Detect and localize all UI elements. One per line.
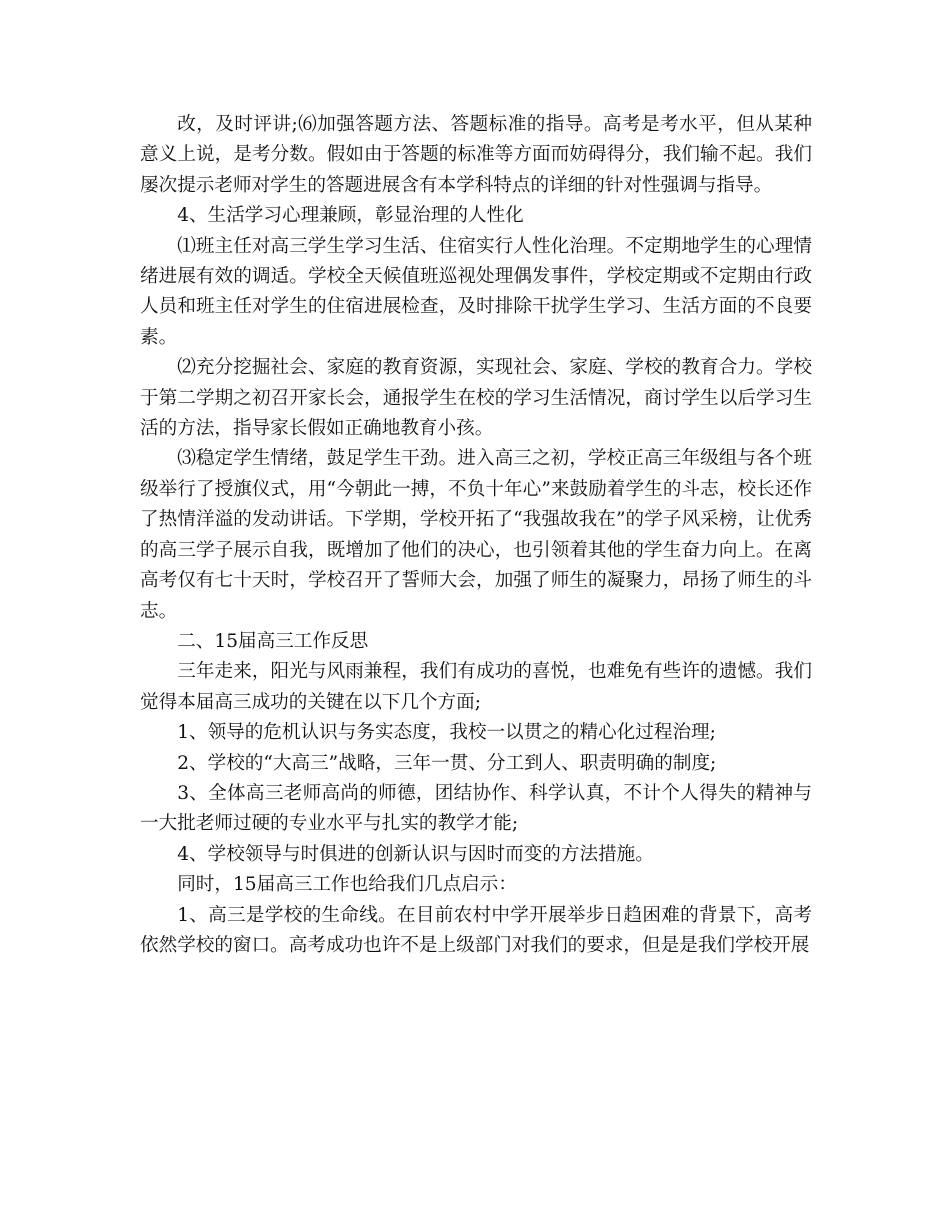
paragraph-item-1: ⑴班主任对高三学生学习生活、住宿实行人性化治理。不定期地学生的心理情绪进展有效的调适。学校全天候值班巡视处理偶发事件，学校定期或不定期由行政人员和班主任对学生的住宿进展检查，及时排除干扰学生学习、生活方面的不良要素。 xyxy=(140,235,812,348)
list-item-1: 1、领导的危机认识与务实态度，我校一以贯之的精心化过程治理; xyxy=(177,722,716,744)
paragraph-item-3: ⑶稳定学生情绪，鼓足学生干劲。进入高三之初，学校正高三年级组与各个班级举行了授旗仪式，用“今朝此一搏，不负十年心”来鼓励着学生的斗志，校长还作了热情洋溢的发动讲话。下学期，学校开拓了“我强故我在”的学子风采榜，让优秀的高三学子展示自我，既增加了他们的决心，也引领着其他的学生奋力向上。在离高考仅有七十天时，学校召开了誓师大会，加强了师生的凝聚力，昂扬了师生的斗志。 xyxy=(140,448,812,622)
list-item-4: 4、学校领导与时俱进的创新认识与因时而变的方法措施。 xyxy=(177,843,654,865)
list-item-3: 3、全体高三老师高尚的师德，团结协作、科学认真，不计个人得失的精神与一大批老师过硬的专业水平与扎实的教学才能; xyxy=(140,782,812,835)
paragraph-1: 改，及时评讲;⑹加强答题方法、答题标准的指导。高考是考水平，但从某种意义上说，是考分数。假如由于答题的标准等方面而妨碍得分，我们输不起。我们屡次提示老师对学生的答题进展含有本学科特点的详细的针对性强调与指导。 xyxy=(140,114,812,196)
paragraph-item-2: ⑵充分挖掘社会、家庭的教育资源，实现社会、家庭、学校的教育合力。学校于第二学期之初召开家长会，通报学生在校的学习生活情况，商讨学生以后学习生活的方法，指导家长假如正确地教育小孩。 xyxy=(140,357,812,440)
paragraph-revelation-intro: 同时，15届高三工作也给我们几点启示： xyxy=(177,874,517,896)
document-page xyxy=(140,110,812,961)
paragraph-reflection-intro: 三年走来，阳光与风雨兼程，我们有成功的喜悦，也难免有些许的遗憾。我们觉得本届高三成功的关键在以下几个方面; xyxy=(140,661,812,713)
heading-section-2: 二、15届高三工作反思 xyxy=(177,630,369,652)
list-item-2: 2、学校的“大高三”战略，三年一贯、分工到人、职责明确的制度; xyxy=(177,752,717,774)
heading-4-life-study: 4、生活学习心理兼顾，彰显治理的人性化 xyxy=(177,205,524,227)
revelation-item-1: 1、高三是学校的生命线。在目前农村中学开展举步日趋困难的背景下，高考依然学校的窗口。高考成功也许不是上级部门对我们的要求，但是是我们学校开展 xyxy=(140,904,812,956)
